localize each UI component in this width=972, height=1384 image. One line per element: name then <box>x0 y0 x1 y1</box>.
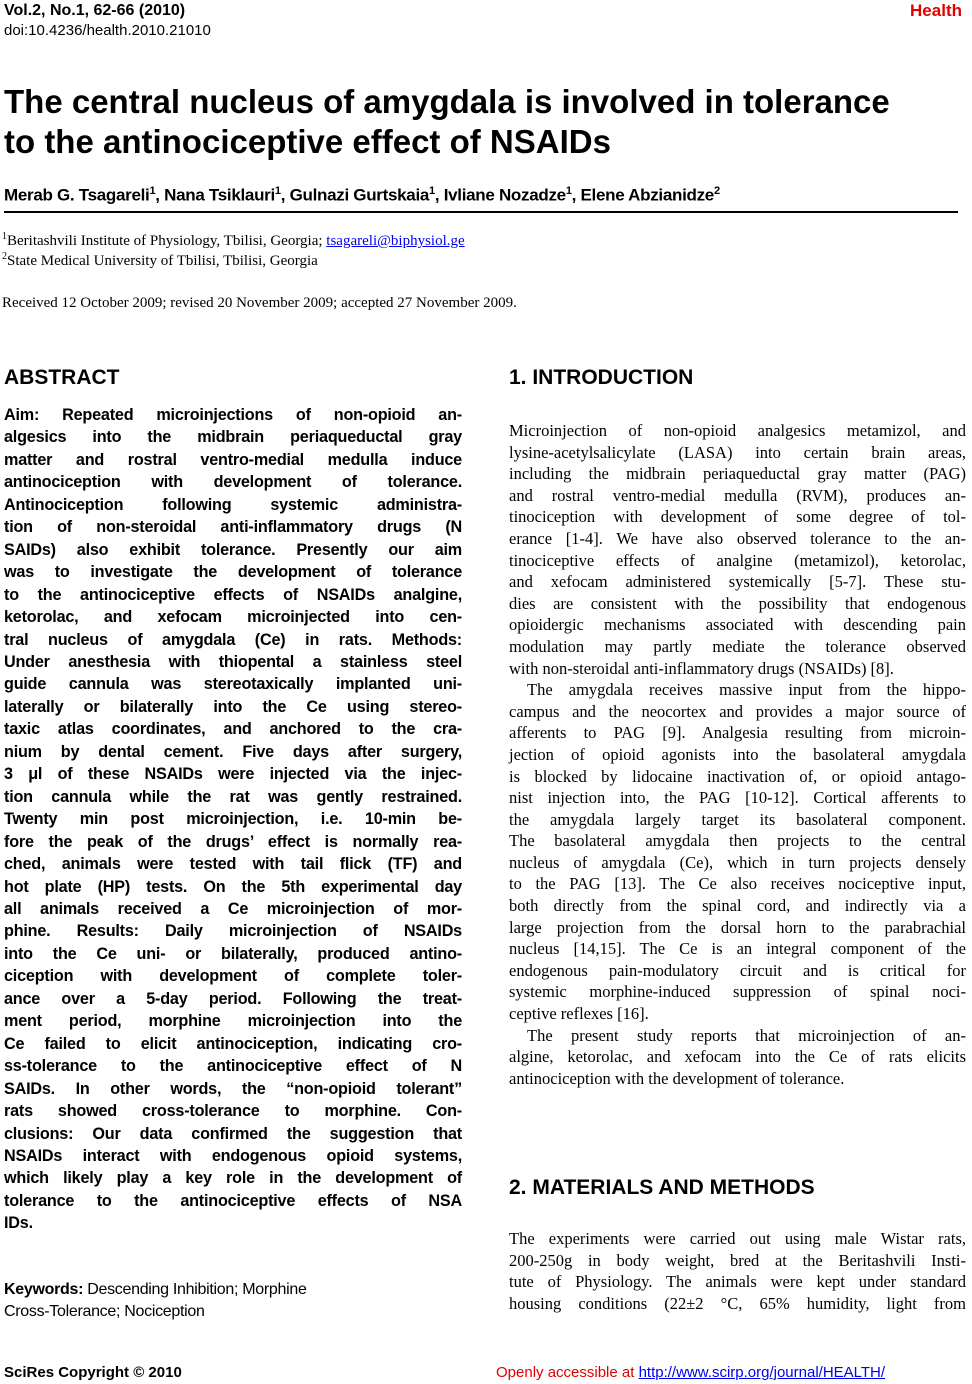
text-line: and xefocam administered systemically [5-7]. These stu- <box>509 572 966 592</box>
author-affiliation-number: 1 <box>429 185 435 197</box>
text-line: dies are consistent with the possibility that endogenous <box>509 593 966 613</box>
author-affiliation-number: 1 <box>149 185 156 197</box>
text-line: large projection from the dorsal horn to the parabrachial <box>509 917 966 937</box>
text-line: jection of opioid agonists into the basolateral amygdala <box>509 744 966 764</box>
abstract-line: NSAIDs interact with endogenous opioid systems, <box>4 1146 462 1165</box>
text-line: nist injection into, the PAG [10-12]. Cortical afferents to <box>509 788 966 808</box>
abstract-line: tolerance to the antinociceptive effects of NSA <box>4 1191 462 1210</box>
abstract-line: taxic atlas coordinates, and anchored to the cra- <box>4 720 462 739</box>
aff-text: State Medical University of Tbilisi, Tbilisi, Georgia <box>7 253 318 269</box>
text-line: housing conditions (22±2 °C, 65% humidity, light from <box>509 1293 966 1313</box>
text-line: campus and the neocortex and provides a major source of <box>509 701 966 721</box>
abstract-line: laterally or bilaterally into the Ce using stereo- <box>4 697 462 716</box>
text-line: including the midbrain periaqueductal gray matter (PAG) <box>509 464 966 484</box>
text-line: afferents to PAG [9]. Analgesia resulting from microin- <box>509 723 966 743</box>
text-line: to the PAG [13]. The Ce also receives nociceptive input, <box>509 874 966 894</box>
text-line: Microinjection of non-opioid analgesics metamizol, and <box>509 421 966 440</box>
text-line: ceptive reflexes [16]. <box>509 1004 649 1024</box>
header-divider <box>4 211 958 213</box>
text-line: nucleus [14,15]. The Ce is an integral component of the <box>509 939 966 959</box>
paragraph <box>509 1025 966 1090</box>
abstract-heading: ABSTRACT <box>4 366 120 389</box>
keywords-text: Descending Inhibition; Morphine <box>83 1281 307 1298</box>
text-line: nucleus of amygdala (Ce), which in turn projects densely <box>509 852 966 872</box>
abstract-line: SAIDs. In other words, the “non-opioid tolerant” <box>4 1079 462 1098</box>
abstract-line: phine. Results: Daily microinjection of NSAIDs <box>4 922 462 941</box>
introduction-heading: 1. INTRODUCTION <box>509 366 694 389</box>
abstract-line: ketorolac, and xefocam microinjected into cen- <box>4 608 462 627</box>
abstract-line: into the Ce uni- or bilaterally, produced antino- <box>4 944 462 963</box>
text-line: tute of Physiology. The animals were kept under standard <box>509 1272 966 1292</box>
author-list: Merab G. Tsagareli$^1$, Nana Tsiklauri$^1$, Gulnazi Gurtskaia$^1$, Ivliane Nozadze$^1$, Elene Abzianidze$^2$ <box>4 185 720 205</box>
keywords-text: Cross-Tolerance; Nociception <box>4 1303 205 1320</box>
abstract-line: IDs. <box>4 1214 33 1233</box>
abstract-line: all animals received a Ce microinjection of mor- <box>4 899 462 918</box>
text-line: with non-steroidal anti-inflammatory drugs (NSAIDs) [8]. <box>509 658 894 678</box>
abstract-line: clusions: Our data confirmed the suggestion that <box>4 1124 462 1143</box>
abstract-line: ciception with development of complete toler- <box>4 967 462 986</box>
affiliation-1 <box>2 231 465 250</box>
volume-info: Vol.2, No.1, 62-66 (2010) <box>4 2 186 19</box>
abstract-line: tion cannula while the rat was gently restrained. <box>4 787 462 806</box>
abstract-line: SAIDs) also exhibit tolerance. Presently our aim <box>4 540 462 559</box>
author-affiliation-number: 1 <box>274 185 281 197</box>
abstract-line: algesics into the midbrain periaqueductal gray <box>4 428 462 447</box>
abstract-line: 3 μl of these NSAIDs were injected via the injec- <box>4 765 462 784</box>
introduction-body <box>509 420 966 1089</box>
copyright: SciRes Copyright © 2010 <box>4 1364 182 1381</box>
title-line: to the antinociceptive effect of NSAIDs <box>4 123 611 160</box>
abstract-line: tral nucleus of amygdala (Ce) in rats. Methods: <box>4 630 462 649</box>
author-name: Merab G. Tsagareli <box>4 185 150 205</box>
abstract-line: guide cannula was stereotaxically implanted uni- <box>4 675 462 694</box>
abstract-line: rats showed cross-tolerance to morphine. Con- <box>4 1102 462 1121</box>
journal-url-link[interactable]: http://www.scirp.org/journal/HEALTH/ <box>638 1364 886 1381</box>
abstract-line: ched, animals were tested with tail flick (TF) and <box>4 855 462 874</box>
text-line: endogenous pain-modulatory circuit and is critical for <box>509 960 966 980</box>
keywords <box>4 1279 307 1323</box>
paper-title <box>4 82 972 162</box>
abstract-line: Antinociception following systemic administra- <box>4 495 462 514</box>
abstract-line: matter and rostral ventro-medial medulla induce <box>4 450 462 469</box>
abstract-body <box>4 404 462 1235</box>
aff-text: Beritashvili Institute of Physiology, Tbilisi, Georgia; <box>7 233 327 249</box>
author-name: Ivliane Nozadze <box>443 185 566 205</box>
abstract-line: antinociception with development of tolerance. <box>4 473 462 492</box>
author-name: Gulnazi Gurtskaia <box>289 185 430 205</box>
title-line: The central nucleus of amygdala is involved in tolerance <box>4 83 890 120</box>
abstract-line: which likely play a key role in the development of <box>4 1169 462 1188</box>
text-line: opioidergic mechanisms associated with descending pain <box>509 615 966 635</box>
text-line: The amygdala receives massive input from the hippo- <box>527 680 966 700</box>
text-line: 200-250g in body weight, bred at the Beritashvili Insti- <box>509 1250 966 1270</box>
aff-number: 1 <box>2 231 7 242</box>
text-line: tinociception with development of some degree of tol- <box>509 507 966 527</box>
abstract-line: Aim: Repeated microinjections of non-opioid an- <box>4 406 462 424</box>
methods-body <box>509 1228 966 1314</box>
abstract-line: Under anesthesia with thiopental a stainless steel <box>4 652 462 671</box>
author-affiliation-number: 2 <box>713 185 720 197</box>
text-line: erance [1-4]. We have also observed tolerance to the an- <box>509 528 966 548</box>
text-line: modulation may partly mediate the tolerance observed <box>509 636 966 656</box>
text-line: algine, ketorolac, and xefocam into the Ce of rats elicits <box>509 1047 966 1067</box>
keywords-label: Keywords: <box>4 1281 84 1298</box>
text-line: is blocked by lidocaine inactivation of, or opioid antago- <box>509 766 966 786</box>
paragraph <box>509 679 966 1025</box>
abstract-line: tion of non-steroidal anti-inflammatory drugs (N <box>4 518 462 537</box>
affiliation-2 <box>2 251 318 270</box>
author-affiliation-number: 1 <box>565 185 572 197</box>
methods-heading: 2. MATERIALS AND METHODS <box>509 1176 815 1199</box>
author-name: Nana Tsiklauri <box>164 185 275 205</box>
text-line: The experiments were carried out using male Wistar rats, <box>509 1229 966 1248</box>
abstract-line: hot plate (HP) tests. On the 5th experimental day <box>4 877 462 896</box>
author-name: Elene Abzianidze <box>580 185 714 205</box>
text-line: The basolateral amygdala then projects to the central <box>509 831 966 851</box>
abstract-line: fore the peak of the drugs’ effect is normally rea- <box>4 832 462 851</box>
abstract-line: ment period, morphine microinjection into the <box>4 1012 462 1031</box>
paragraph <box>509 420 966 679</box>
text-line: both directly from the spinal cord, and indirectly via a <box>509 896 966 916</box>
abstract-line: Twenty min post microinjection, i.e. 10-min be- <box>4 810 462 829</box>
abstract-line: Ce failed to elicit antinociception, indicating cro- <box>4 1034 462 1053</box>
text-line: and rostral ventro-medial medulla (RVM), produces an- <box>509 485 966 505</box>
abstract-line: was to investigate the development of tolerance <box>4 563 462 582</box>
abstract-line: ss-tolerance to the antinociceptive effect of N <box>4 1057 462 1076</box>
text-line: the amygdala largely target its basolateral component. <box>509 809 966 829</box>
doi: doi:10.4236/health.2010.21010 <box>4 22 211 39</box>
text-line: The present study reports that microinjection of an- <box>527 1025 966 1045</box>
journal-name: Health <box>910 1 962 20</box>
abstract-line: ance over a 5-day period. Following the treat- <box>4 989 462 1008</box>
text-line: antinociception with the development of tolerance. <box>509 1068 845 1088</box>
abstract-line: nium by dental cement. Five days after surgery, <box>4 742 462 761</box>
access-label: Openly accessible at <box>496 1364 639 1381</box>
open-access-note <box>496 1364 885 1381</box>
text-line: lysine-acetylsalicylate (LASA) into certain brain areas, <box>509 442 966 462</box>
abstract-line: to the antinociceptive effects of NSAIDs analgine, <box>4 585 462 604</box>
aff-number: 2 <box>2 251 7 262</box>
received-dates: Received 12 October 2009; revised 20 November 2009; accepted 27 November 2009. <box>2 295 517 311</box>
email-link[interactable]: tsagareli@biphysiol.ge <box>326 233 465 249</box>
text-line: systemic morphine-induced suppression of spinal noci- <box>509 982 966 1002</box>
text-line: tinociceptive effects of analgine (metamizol), ketorolac, <box>509 550 966 570</box>
